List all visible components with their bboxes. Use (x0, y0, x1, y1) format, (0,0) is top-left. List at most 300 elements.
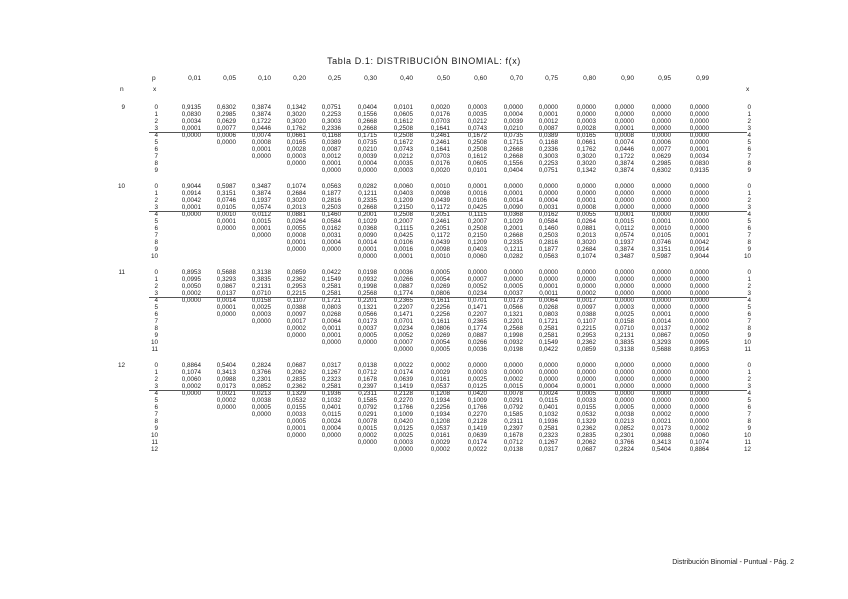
x-value: 9 (154, 332, 158, 339)
x-value-right: 5 (747, 218, 751, 225)
x-value-right: 11 (744, 439, 751, 446)
probability-cell: 0,0629 (216, 118, 236, 125)
probability-cell: 0,2581 (538, 332, 558, 339)
table-row (0, 425, 848, 432)
probability-cell: 0,0001 (251, 225, 271, 232)
probability-cell: 0,0000 (614, 383, 634, 390)
probability-cell: 0,0000 (538, 269, 558, 276)
probability-cell: 0,0060 (393, 183, 413, 190)
probability-cell: 0,0004 (321, 239, 341, 246)
probability-cell: 0,0125 (393, 425, 413, 432)
probability-cell: 0,0000 (651, 362, 671, 369)
table-row (0, 104, 848, 111)
probability-cell: 0,2335 (503, 239, 523, 246)
probability-cell: 0,5688 (216, 269, 236, 276)
probability-cell: 0,2256 (430, 304, 450, 311)
probability-cell: 0,0368 (357, 225, 377, 232)
probability-cell: 0,0425 (393, 232, 413, 239)
probability-cell: 0,0000 (614, 111, 634, 118)
probability-cell: 0,0264 (576, 218, 596, 225)
probability-cell: 0,0000 (251, 411, 271, 418)
probability-cell: 0,2581 (321, 283, 341, 290)
probability-cell: 0,1585 (503, 411, 523, 418)
probability-cell: 0,0033 (576, 397, 596, 404)
probability-cell: 0,0004 (538, 383, 558, 390)
probability-header-row (0, 75, 848, 85)
probability-cell: 0,0000 (181, 211, 201, 218)
probability-cell: 0,0173 (651, 425, 671, 432)
probability-cell: 0,2128 (393, 390, 413, 397)
probability-cell: 0,2824 (251, 362, 271, 369)
probability-cell: 0,0000 (689, 276, 709, 283)
probability-cell: 0,0024 (321, 418, 341, 425)
probability-cell: 0,0000 (689, 204, 709, 211)
probability-cell: 0,0806 (430, 290, 450, 297)
probability-cell: 0,0064 (538, 297, 558, 304)
probability-cell: 0,2835 (286, 376, 306, 383)
probability-cell: 0,0751 (321, 104, 341, 111)
probability-cell: 0,0000 (614, 190, 634, 197)
probability-cell: 0,0000 (216, 225, 236, 232)
table-row (0, 132, 848, 139)
table-row (0, 139, 848, 146)
probability-cell: 0,2365 (393, 297, 413, 304)
x-value-right: 3 (747, 125, 751, 132)
table-row (0, 269, 848, 276)
probability-cell: 0,0000 (321, 167, 341, 174)
x-value-right: 3 (747, 204, 751, 211)
probability-cell: 0,0008 (251, 139, 271, 146)
n-value: 11 (118, 269, 125, 276)
probability-cell: 0,0005 (357, 332, 377, 339)
probability-cell: 0,0792 (357, 404, 377, 411)
probability-cell: 0,0001 (216, 218, 236, 225)
probability-cell: 0,2051 (430, 225, 450, 232)
probability-cell: 0,1321 (503, 311, 523, 318)
x-value-right: 3 (747, 290, 751, 297)
probability-cell: 0,0037 (357, 325, 377, 332)
probability-cell: 0,2150 (467, 232, 487, 239)
probability-cell: 0,0054 (430, 276, 450, 283)
probability-cell: 0,0000 (651, 190, 671, 197)
probability-cell: 0,0173 (503, 297, 523, 304)
probability-cell: 0,1641 (430, 146, 450, 153)
probability-cell: 0,2668 (503, 232, 523, 239)
probability-cell: 0,1936 (538, 418, 558, 425)
probability-cell: 0,0000 (689, 190, 709, 197)
probability-cell: 0,0000 (689, 283, 709, 290)
probability-cell: 0,0859 (576, 346, 596, 353)
x-value-right: 1 (747, 190, 751, 197)
table-row (0, 311, 848, 318)
probability-cell: 0,0000 (538, 183, 558, 190)
probability-cell: 0,2013 (286, 204, 306, 211)
probability-cell: 0,0015 (614, 218, 634, 225)
probability-cell: 0,0266 (393, 276, 413, 283)
n-label: n (120, 86, 124, 93)
probability-cell: 0,0001 (538, 111, 558, 118)
probability-cell: 0,0003 (614, 304, 634, 311)
probability-cell: 0,0137 (651, 325, 671, 332)
probability-cell: 0,0015 (503, 383, 523, 390)
probability-cell: 0,0806 (430, 325, 450, 332)
probability-cell: 0,2397 (357, 383, 377, 390)
probability-cell: 0,0743 (467, 125, 487, 132)
probability-cell: 0,0852 (614, 425, 634, 432)
probability-cell: 0,0010 (430, 183, 450, 190)
probability-cell: 0,0001 (286, 425, 306, 432)
probability-cell: 0,1115 (468, 211, 487, 218)
probability-cell: 0,1774 (467, 325, 487, 332)
probability-cell: 0,2051 (430, 211, 450, 218)
probability-cell: 0,3003 (538, 153, 558, 160)
probability-cell: 0,1172 (431, 232, 450, 239)
probability-header: 0,70 (510, 75, 523, 82)
probability-cell: 0,0176 (430, 160, 450, 167)
x-value: 11 (151, 439, 158, 446)
n-value: 12 (117, 362, 125, 369)
probability-cell: 0,0003 (393, 439, 413, 446)
x-value-right: 8 (747, 160, 751, 167)
probability-header: 0,90 (621, 75, 634, 82)
probability-cell: 0,1329 (286, 390, 306, 397)
probability-cell: 0,2256 (430, 404, 450, 411)
probability-cell: 0,0212 (467, 118, 487, 125)
table-row (0, 218, 848, 225)
probability-cell: 0,0000 (576, 376, 596, 383)
x-value: 2 (154, 283, 158, 290)
probability-cell: 0,0001 (576, 383, 596, 390)
probability-cell: 0,0000 (689, 225, 709, 232)
probability-cell: 0,0000 (651, 125, 671, 132)
probability-cell: 0,0014 (651, 318, 671, 325)
probability-cell: 0,0162 (538, 211, 558, 218)
probability-cell: 0,0008 (286, 232, 306, 239)
probability-cell: 0,2256 (430, 311, 450, 318)
probability-cell: 0,1612 (393, 118, 413, 125)
probability-cell: 0,0000 (216, 139, 236, 146)
probability-cell: 0,0317 (538, 446, 558, 453)
probability-cell: 0,0000 (614, 397, 634, 404)
probability-cell: 0,1762 (576, 146, 596, 153)
x-value: 4 (154, 297, 158, 304)
x-value-right: 2 (747, 118, 751, 125)
probability-cell: 0,0017 (286, 318, 306, 325)
probability-cell: 0,9135 (689, 167, 709, 174)
probability-cell: 0,0000 (538, 369, 558, 376)
probability-cell: 0,2323 (538, 432, 558, 439)
probability-cell: 0,0563 (538, 253, 558, 260)
x-value: 5 (154, 397, 158, 404)
probability-cell: 0,1672 (393, 139, 413, 146)
x-value-right: 11 (744, 346, 751, 353)
probability-cell: 0,0000 (538, 362, 558, 369)
probability-cell: 0,0213 (251, 390, 271, 397)
probability-cell: 0,0000 (689, 362, 709, 369)
probability-cell: 0,1107 (577, 318, 596, 325)
probability-cell: 0,0000 (651, 132, 671, 139)
probability-cell: 0,0000 (614, 297, 634, 304)
probability-cell: 0,0701 (467, 297, 487, 304)
probability-cell: 0,0268 (538, 304, 558, 311)
probability-cell: 0,0000 (614, 276, 634, 283)
table-row (0, 211, 848, 218)
probability-cell: 0,0112 (252, 211, 271, 218)
probability-cell: 0,0002 (689, 425, 709, 432)
probability-cell: 0,1641 (430, 125, 450, 132)
x-value: 0 (154, 183, 158, 190)
probability-cell: 0,0000 (503, 276, 523, 283)
probability-cell: 0,0710 (251, 290, 271, 297)
probability-cell: 0,2201 (357, 297, 377, 304)
probability-cell: 0,2503 (538, 232, 558, 239)
probability-cell: 0,0060 (689, 432, 709, 439)
x-value-right: 9 (747, 167, 751, 174)
x-value: 7 (154, 318, 158, 325)
table-row (0, 325, 848, 332)
probability-cell: 0,0001 (689, 146, 709, 153)
probability-cell: 0,0000 (651, 276, 671, 283)
table-row (0, 418, 848, 425)
x-value-right: 9 (747, 425, 751, 432)
probability-cell: 0,2001 (357, 211, 377, 218)
separator-line (149, 390, 747, 391)
probability-cell: 0,0661 (286, 132, 306, 139)
probability-cell: 0,0064 (321, 318, 341, 325)
probability-cell: 0,0011 (322, 325, 341, 332)
probability-cell: 0,8953 (689, 346, 709, 353)
probability-cell: 0,0403 (467, 246, 487, 253)
probability-cell: 0,1721 (538, 318, 558, 325)
probability-cell: 0,0867 (216, 283, 236, 290)
probability-cell: 0,0368 (503, 211, 523, 218)
probability-cell: 0,0021 (651, 418, 671, 425)
probability-cell: 0,2508 (467, 139, 487, 146)
probability-cell: 0,1329 (576, 418, 596, 425)
probability-cell: 0,1549 (538, 339, 558, 346)
probability-cell: 0,1029 (357, 218, 377, 225)
probability-cell: 0,0605 (393, 111, 413, 118)
probability-cell: 0,0000 (614, 369, 634, 376)
probability-cell: 0,0025 (251, 304, 271, 311)
p-label: p (152, 75, 156, 82)
page-title: Tabla D.1: DISTRIBUCIÓN BINOMIAL: f(x) (327, 56, 521, 66)
probability-cell: 0,0000 (689, 197, 709, 204)
probability-cell: 0,0830 (181, 111, 201, 118)
probability-cell: 0,1998 (503, 332, 523, 339)
probability-cell: 0,2508 (467, 146, 487, 153)
probability-cell: 0,3835 (614, 339, 634, 346)
probability-cell: 0,0074 (614, 139, 634, 146)
probability-cell: 0,1032 (321, 397, 341, 404)
probability-cell: 0,1612 (467, 153, 487, 160)
probability-cell: 0,0016 (393, 246, 413, 253)
probability-cell: 0,0002 (430, 446, 450, 453)
probability-cell: 0,2824 (614, 446, 634, 453)
probability-cell: 0,0000 (614, 290, 634, 297)
probability-cell: 0,0268 (321, 311, 341, 318)
probability-cell: 0,0039 (357, 153, 377, 160)
probability-cell: 0,0420 (393, 418, 413, 425)
probability-cell: 0,0914 (181, 190, 201, 197)
probability-cell: 0,2311 (504, 418, 523, 425)
probability-cell: 0,2668 (503, 153, 523, 160)
probability-cell: 0,0001 (393, 253, 413, 260)
probability-cell: 0,0036 (393, 269, 413, 276)
probability-cell: 0,0000 (689, 318, 709, 325)
table-row (0, 318, 848, 325)
probability-cell: 0,0000 (689, 111, 709, 118)
probability-cell: 0,8953 (181, 269, 201, 276)
probability-cell: 0,1029 (503, 218, 523, 225)
probability-cell: 0,2568 (503, 325, 523, 332)
probability-cell: 0,1168 (539, 139, 558, 146)
probability-cell: 0,0001 (614, 211, 634, 218)
probability-cell: 0,0002 (357, 432, 377, 439)
probability-cell: 0,1321 (357, 304, 377, 311)
probability-cell: 0,0022 (467, 446, 487, 453)
probability-cell: 0,0000 (181, 390, 201, 397)
probability-cell: 0,1460 (538, 225, 558, 232)
probability-cell: 0,0701 (393, 318, 413, 325)
probability-cell: 0,0050 (181, 283, 201, 290)
table-row (0, 197, 848, 204)
probability-cell: 0,0001 (538, 283, 558, 290)
probability-cell: 0,2668 (357, 125, 377, 132)
table-row (0, 118, 848, 125)
probability-cell: 0,3020 (576, 239, 596, 246)
probability-cell: 0,0000 (614, 204, 634, 211)
probability-cell: 0,1722 (251, 118, 271, 125)
probability-cell: 0,0264 (286, 218, 306, 225)
table-row (0, 439, 848, 446)
probability-cell: 0,0004 (357, 160, 377, 167)
probability-cell: 0,1211 (504, 246, 523, 253)
probability-cell: 0,0004 (503, 111, 523, 118)
probability-cell: 0,0054 (430, 339, 450, 346)
probability-cell: 0,0038 (614, 411, 634, 418)
x-value-right: 5 (747, 304, 751, 311)
probability-cell: 0,0003 (467, 369, 487, 376)
probability-cell: 0,0000 (393, 346, 413, 353)
probability-cell: 0,0000 (689, 139, 709, 146)
probability-cell: 0,0389 (538, 132, 558, 139)
probability-cell: 0,0000 (651, 197, 671, 204)
probability-cell: 0,2684 (286, 190, 306, 197)
probability-cell: 0,0000 (357, 339, 377, 346)
probability-cell: 0,0000 (181, 132, 201, 139)
probability-cell: 0,0001 (181, 204, 201, 211)
probability-cell: 0,0105 (216, 204, 236, 211)
probability-cell: 0,1934 (430, 411, 450, 418)
probability-cell: 0,2816 (321, 197, 341, 204)
probability-cell: 0,0000 (689, 297, 709, 304)
probability-cell: 0,2336 (538, 146, 558, 153)
x-value: 0 (154, 104, 158, 111)
probability-cell: 0,5404 (216, 362, 236, 369)
x-value: 7 (154, 232, 158, 239)
probability-cell: 0,1342 (576, 167, 596, 174)
probability-cell: 0,1774 (393, 290, 413, 297)
probability-cell: 0,1722 (614, 153, 634, 160)
probability-cell: 0,1419 (393, 383, 413, 390)
probability-cell: 0,0000 (651, 383, 671, 390)
probability-cell: 0,0008 (614, 132, 634, 139)
probability-cell: 0,3020 (576, 153, 596, 160)
x-value: 1 (154, 111, 158, 118)
probability-cell: 0,2336 (321, 125, 341, 132)
probability-cell: 0,0176 (430, 111, 450, 118)
probability-cell: 0,2362 (576, 339, 596, 346)
probability-cell: 0,0038 (251, 397, 271, 404)
probability-cell: 0,0000 (614, 269, 634, 276)
probability-cell: 0,0034 (181, 118, 201, 125)
x-value: 1 (154, 369, 158, 376)
probability-cell: 0,0003 (251, 311, 271, 318)
probability-cell: 0,0000 (503, 183, 523, 190)
probability-cell: 0,3003 (321, 118, 341, 125)
x-value: 11 (151, 346, 158, 353)
probability-cell: 0,0162 (321, 225, 341, 232)
probability-cell: 0,0000 (689, 104, 709, 111)
x-label: x (153, 86, 157, 93)
probability-cell: 0,0830 (689, 160, 709, 167)
probability-cell: 0,0687 (576, 446, 596, 453)
probability-header: 0,10 (258, 75, 271, 82)
x-value-right: 4 (747, 132, 751, 139)
n-value: 9 (121, 104, 125, 111)
probability-cell: 0,1471 (393, 311, 413, 318)
x-value-right: 1 (747, 111, 751, 118)
probability-cell: 0,0000 (651, 404, 671, 411)
probability-cell: 0,0000 (689, 404, 709, 411)
probability-cell: 0,2335 (357, 197, 377, 204)
x-value: 5 (154, 304, 158, 311)
probability-cell: 0,0125 (467, 383, 487, 390)
probability-cell: 0,0105 (651, 232, 671, 239)
probability-cell: 0,0446 (614, 146, 634, 153)
probability-cell: 0,0743 (393, 146, 413, 153)
probability-cell: 0,0404 (357, 104, 377, 111)
probability-cell: 0,0000 (651, 290, 671, 297)
probability-cell: 0,0988 (651, 432, 671, 439)
probability-cell: 0,2362 (286, 383, 306, 390)
probability-cell: 0,0639 (393, 376, 413, 383)
probability-cell: 0,0852 (251, 383, 271, 390)
table-row (0, 432, 848, 439)
probability-cell: 0,0000 (689, 304, 709, 311)
probability-cell: 0,1766 (467, 404, 487, 411)
probability-cell: 0,0000 (467, 269, 487, 276)
x-value-right: 0 (747, 104, 751, 111)
probability-cell: 0,0269 (430, 283, 450, 290)
probability-cell: 0,0712 (357, 369, 377, 376)
probability-cell: 0,0000 (357, 167, 377, 174)
x-value: 10 (150, 253, 158, 260)
probability-cell: 0,0000 (538, 276, 558, 283)
probability-cell: 0,0000 (614, 362, 634, 369)
probability-cell: 0,2953 (576, 332, 596, 339)
probability-cell: 0,0446 (251, 125, 271, 132)
probability-cell: 0,2207 (393, 304, 413, 311)
probability-cell: 0,3874 (614, 160, 634, 167)
x-value: 7 (154, 411, 158, 418)
probability-cell: 0,0003 (393, 167, 413, 174)
probability-cell: 0,0155 (576, 404, 596, 411)
table-row (0, 397, 848, 404)
x-value: 10 (150, 432, 158, 439)
probability-cell: 0,1611 (431, 318, 450, 325)
